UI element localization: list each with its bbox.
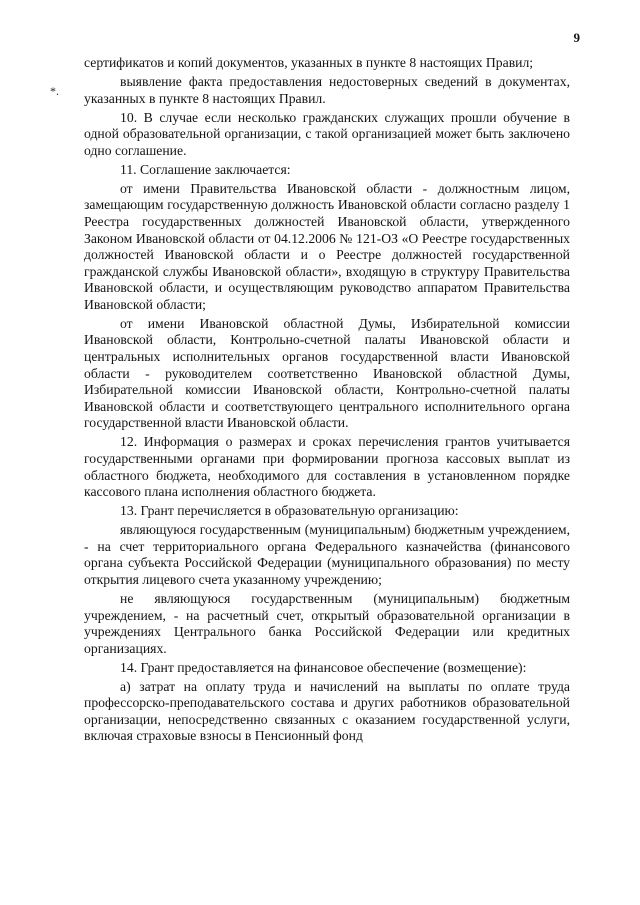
paragraph-13: 13. Грант перечисляется в образовательную организацию: <box>120 503 459 519</box>
page-number: 9 <box>573 30 580 45</box>
paragraph-10: 10. В случае если несколько гражданских служащих прошли обучение в одной образовательной организации, с такой организацией может быть заключено одно соглашение. <box>84 109 570 158</box>
document-body <box>84 55 570 747</box>
paragraph-false-info: выявление факта предоставления недостоверных сведений в документах, указанных в пункте 8 настоящих Правил. <box>84 73 570 106</box>
paragraph-13-budget-institution: являющуюся государственным (муниципальным) бюджетным учреждением, - на счет территориального органа Федерального казначейства (финансового органа субъекта Российской Федерации (муниципального образования) по месту открытия лицевого счета указанному учреждению; <box>84 522 570 587</box>
paragraph-14: 14. Грант предоставляется на финансовое обеспечение (возмещение): <box>120 659 527 675</box>
paragraph-11-duma: от имени Ивановской областной Думы, Избирательной комиссии Ивановской области, Контрольно-счетной палаты Ивановской области и центральных исполнительных органов государственной власти Ивановской области - руководителем соответственно Ивановской областной Думы, Избирательной комиссии Ивановской области, Контрольно-счетной палаты Ивановской области и соответствующего центрального исполнительного органа государственной власти Ивановской области. <box>84 315 570 431</box>
paragraph-11: 11. Соглашение заключается: <box>120 161 291 177</box>
paragraph-14-a: а) затрат на оплату труда и начислений на выплаты по оплате труда профессорско-преподавательского состава и других работников образовательной организации, непосредственно связанных с оказанием государственной услуги, включая страховые взносы в Пенсионный фонд <box>84 678 570 744</box>
margin-mark: *. <box>50 84 59 98</box>
paragraph-11-government: от имени Правительства Ивановской области - должностным лицом, замещающим государственную должность Ивановской области согласно разделу 1 Реестра государственных должностей Ивановской области, утвержденного Законом Ивановской области от 04.12.2006 № 121-ОЗ «О Реестре государственных должностей Ивановской области и о Реестре должностей государственной гражданской службы Ивановской области», входящую в структуру Правительства Ивановской области, и осуществляющим руководство аппаратом Правительства Ивановской области; <box>84 180 570 312</box>
paragraph-13-non-budget: не являющуюся государственным (муниципальным) бюджетным учреждением, - на расчетный счет, открытый образовательной организации в учреждениях Центрального банка Российской Федерации или кредитных организациях. <box>84 590 570 656</box>
paragraph-continuation: сертификатов и копий документов, указанных в пункте 8 настоящих Правил; <box>84 55 534 70</box>
paragraph-12: 12. Информация о размерах и сроках перечисления грантов учитывается государственными органами при формировании прогноза кассовых выплат из областного бюджета, необходимого для составления в установленном порядке кассового плана исполнения областного бюджета. <box>84 434 570 500</box>
